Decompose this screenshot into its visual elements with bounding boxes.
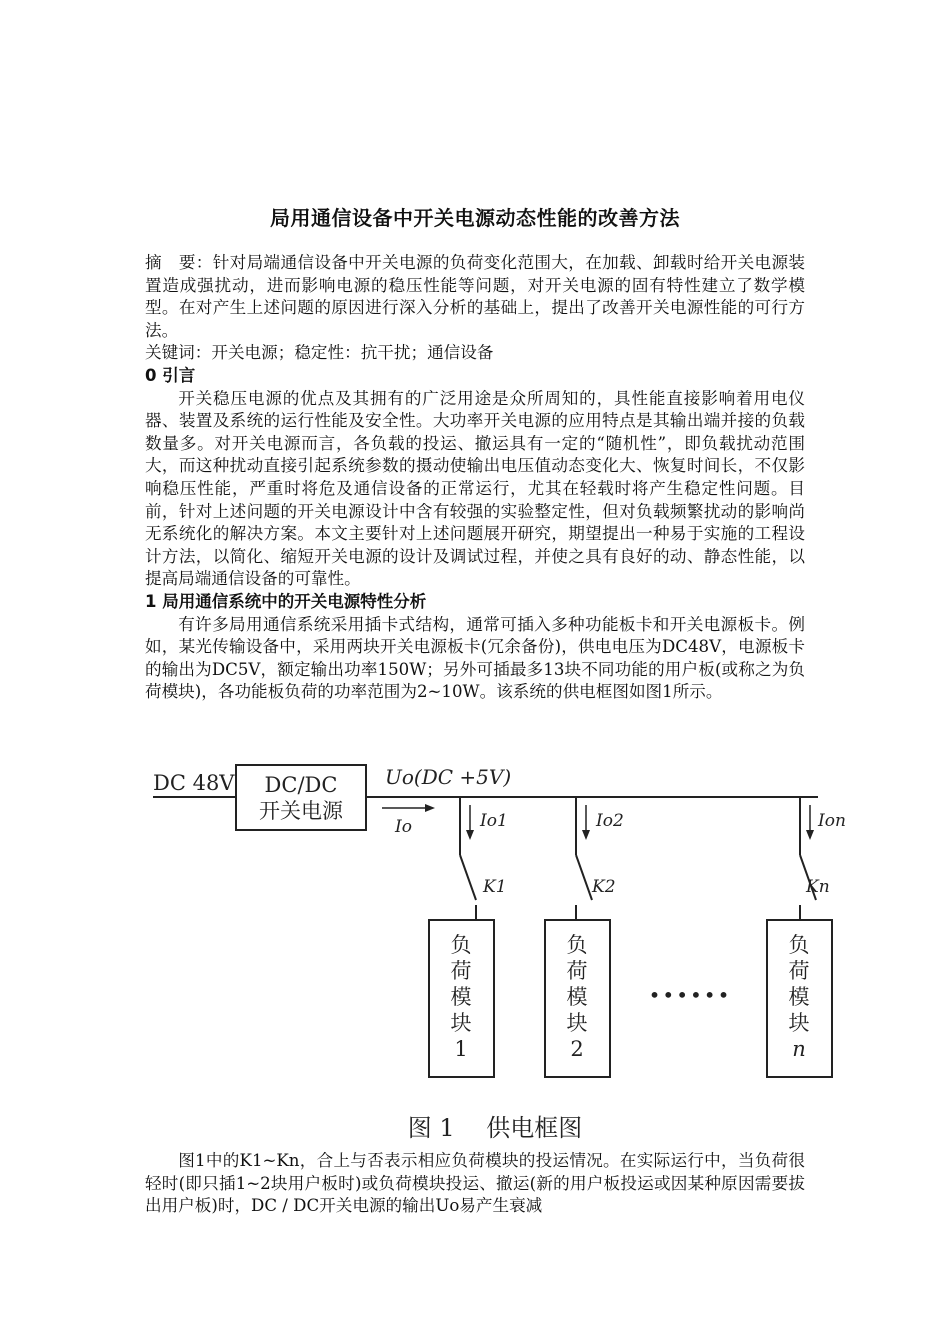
module-2-number: 2 [570,1037,584,1061]
module-n-char-1: 负 [788,933,810,957]
power-supply-block-diagram [150,760,846,1150]
branch-n [767,797,846,1077]
section-0-paragraph: 开关稳压电源的优点及其拥有的广泛用途是众所周知的，具性能直接影响着用电仪器、装置及系统的运行性能及安全性。大功率开关电源的应用特点是其输出端并接的负载数量多。对开关电源而言，各负载的投运、撤运具有一定的“随机性”，即负载扰动范围大，而这种扰动直接引起系统参数的摄动使输出电压值动态变化大、恢复时间长，不仅影响稳压性能，严重时将危及通信设备的正常运行，尤其在轻载时将产生稳定性问题。目前，针对上述问题的开关电源设计中含有较强的实验整定性，但对负载频繁扰动的影响尚无系统化的解决方案。本文主要针对上述问题展开研究，期望提出一种易于实施的工程设计方法，以简化、缩短开关电源的设计及调试过程，并使之具有良好的动、静态性能，以提高局端通信设备的可靠性。 [145,388,805,589]
modules-ellipsis: •••••• [648,983,732,1007]
switch-k2 [576,855,592,900]
module-1-char-4: 块 [450,1011,472,1035]
keywords: 关键词：开关电源；稳定性：抗干扰；通信设备 [145,343,494,363]
input-label: DC 48V [153,771,235,795]
module-1-number: 1 [454,1037,468,1061]
module-1-char-2: 荷 [450,959,472,983]
section-1-heading: 1 局用通信系统中的开关电源特性分析 [145,591,427,611]
module-n-char-3: 模 [788,985,810,1009]
section-1-paragraph: 有许多局用通信系统采用插卡式结构，通常可插入多种功能板卡和开关电源板卡。例如，某光传输设备中，采用两块开关电源板卡(冗余备份)，供电电压为DC48V，电源板卡的输出为DC5V，额定输出功率150W；另外可插最多13块不同功能的用户板(或称之为负荷模块)，各功能板负荷的功率范围为2~10W。该系统的供电框图如图1所示。 [145,614,805,702]
module-n-char-4: 块 [788,1011,810,1035]
module-2-char-1: 负 [566,933,588,957]
module-2-char-3: 模 [566,985,588,1009]
branch-1 [429,797,508,1077]
io-arrowhead [425,804,435,812]
figure-explanation [145,1150,805,1218]
branch-2 [545,797,624,1077]
module-2-char-2: 荷 [566,959,588,983]
branch-2-arrowhead [582,830,590,840]
figure-explanation-paragraph: 图1中的K1~Kn，合上与否表示相应负荷模块的投运情况。在实际运行中，当负荷很轻时(即只插1~2块用户板时)或负荷模块投运、撤运(新的用户板投运或因某种原因需要拔出用户板)时，DC / DC开关电源的输出Uo易产生衰减 [145,1151,805,1216]
branch-n-current-label: Ion [818,811,846,831]
section-0-heading: 0 引言 [145,365,196,385]
branch-2-current-label: Io2 [596,811,624,831]
paper-title: 局用通信设备中开关电源动态性能的改善方法 [270,206,680,230]
switch-kn-label: Kn [806,877,830,897]
switch-k1-label: K1 [483,877,507,897]
branch-n-arrowhead [806,830,814,840]
converter-label-line2: 开关电源 [259,799,343,823]
module-n-char-2: 荷 [788,959,810,983]
module-1-char-3: 模 [450,985,472,1009]
converter-label-line1: DC/DC [264,773,338,797]
branch-1-arrowhead [466,830,474,840]
io-label: Io [395,817,412,837]
module-2-char-4: 块 [566,1011,588,1035]
abstract: 摘 要：针对局端通信设备中开关电源的负荷变化范围大，在加载、卸载时给开关电源装置造成强扰动，进而影响电源的稳压性能等问题，对开关电源的固有特性建立了数学模型。在对产生上述问题的原因进行深入分析的基础上，提出了改善开关电源性能的可行方法。 [145,253,805,340]
figure-caption: 图 1 供电框图 [407,1114,583,1142]
switch-k2-label: K2 [592,877,616,897]
output-label: Uo(DC +5V) [385,765,512,789]
branch-1-current-label: Io1 [480,811,508,831]
module-1-char-1: 负 [450,933,472,957]
module-n-number: n [792,1037,806,1061]
document-body [145,252,805,704]
switch-k1 [460,855,476,900]
